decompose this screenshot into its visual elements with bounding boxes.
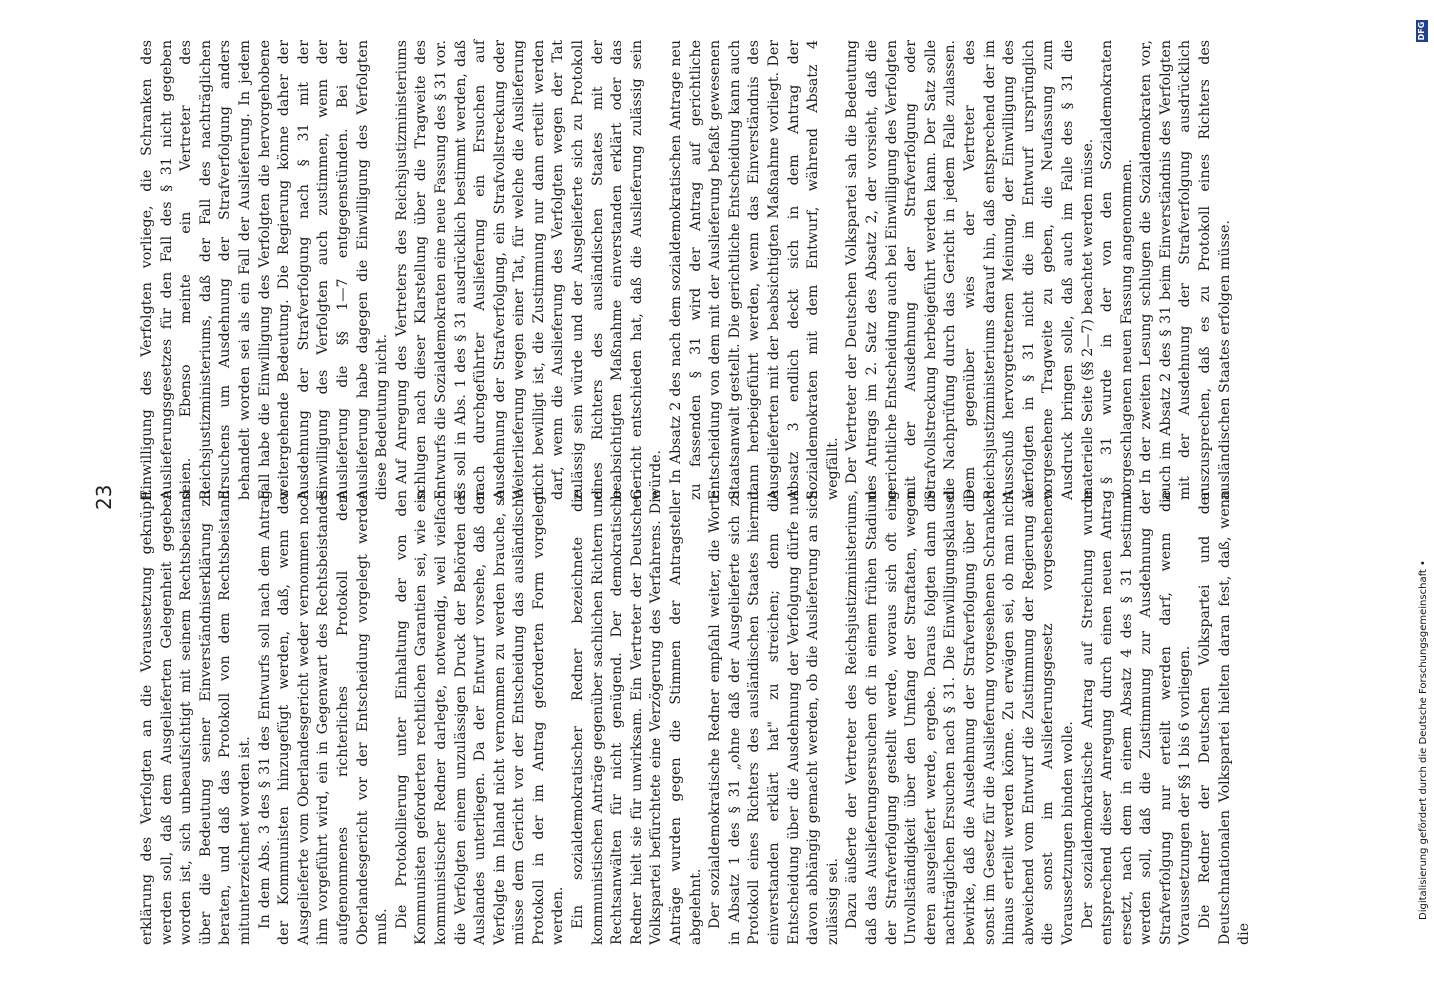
digitization-note: Digitalisierung gefördert durch die Deutsche Forschungsgemeinschaft • [1418, 560, 1429, 920]
paragraph: Der sozialdemokratische Redner empfahl weiter, die Worte in Absatz 1 des § 31 „ohne daß der Ausgelieferte sich zu Protokoll eines Richters des ausländischen Staates hiermit einverstanden erklärt hat" zu streichen; denn die Entscheidung über die Ausdehnung der Verfolgung dürfe nur davon abhängig gemacht werden, ob die Auslieferung an sich zulässig sei. [707, 490, 841, 945]
paragraph: Dazu äußerte der Vertreter des Reichsjustizministeriums, daß das Auslieferungsersuchen oft in einem frühen Stadium der Strafverfolgung gestellt werde, woraus sich oft eine Unvollständigkeit über den Umfang der Straftaten, wegen deren ausgeliefert werde, ergebe. Daraus folgten dann die nachträglichen Ersuchen nach § 31. Die Einwilligungsklausel bewirke, daß die Ausdehnung der Strafverfolgung über die sonst im Gesetz für die Auslieferung vorgesehenen Schranken hinaus erteilt werden könne. Zu erwägen sei, ob man nicht abweichend vom Entwurf die Zustimmung der Regierung an die sonst im Auslieferungsgesetz vorgesehenen Voraussetzungen binden wolle. [844, 490, 1076, 945]
paragraph: Der sozialdemokratische Antrag auf Streichung wurde entsprechend dieser Anregung durch einen neuen Antrag ersetzt, nach dem in einem Absatz 4 des § 31 bestimmt werden soll, daß die Zustimmung zur Ausdehnung der Strafverfolgung nur erteilt werden darf, wenn die Voraussetzungen der §§ 1 bis 6 vorliegen. [1079, 490, 1194, 945]
paragraph: Die Redner der Deutschen Volkspartei und der Deutschnationalen Volkspartei hielten daran fest, daß, wenn die [1197, 490, 1253, 945]
paragraph: In der zweiten Lesung schlugen die Sozialdemokraten vor, auch im Absatz 2 des § 31 beim Einverständnis des Verfolgten mit der Ausdehnung der Strafverfolgung ausdrücklich auszusprechen, daß es zu Protokoll eines Richters des ausländischen Staates erfolgen müsse. [1138, 40, 1233, 500]
paragraph: Der Vertreter der Deutschen Volkspartei sah die Bedeutung des Antrags im 2. Satz des Absatz 2, der vorsieht, daß die gerichtliche Entscheidung auch bei Einwilligung des Verfolgten mit der Ausdehnung der Strafverfolgung oder Strafvollstreckung herbeigeführt werden kann. Der Satz solle die Nachprüfung durch das Gericht in jedem Falle zulassen. Dem gegenüber wies der Vertreter des Reichsjustizministeriums darauf hin, daß entsprechend der im Ausschuß hervorgetretenen Meinung, der Einwilligung des Verfolgten in § 31 nicht die im Entwurf ursprünglich vorgesehene Tragweite zu geben, die Neufassung zum Ausdruck bringen solle, daß auch im Falle des § 31 die materielle Seite (§§ 2—7) beachtet werden müsse. [844, 40, 1096, 500]
paragraph: § 31 wurde in der von den Sozialdemokraten vorgeschlagenen neuen Fassung angenommen. [1099, 40, 1135, 500]
right-text-column [138, 40, 1233, 500]
dfg-logo: DFG [1417, 21, 1426, 41]
paragraph: Auf Anregung des Vertreters des Reichsjustizministeriums schlugen nach dieser Klarstellung über die Tragweite des Entwurfs die Sozialdemokraten eine neue Fassung des § 31 vor. Es soll in Abs. 1 des § 31 ausdrücklich bestimmt werden, daß nach durchgeführter Auslieferung ein Ersuchen auf Ausdehnung der Strafverfolgung, ein Strafvollstreckung oder Weiterlieferung wegen einer Tat, für welche die Auslieferung nicht bewilligt ist, die Zustimmung nur dann erteilt werden darf, wenn die Auslieferung des Verfolgten wegen der Tat zulässig sein würde und der Ausgelieferte sich zu Protokoll eines Richters des ausländischen Staates mit der beabsichtigten Maßnahme einverstanden erklärt oder das Gericht entschieden hat, daß die Auslieferung zulässig sein würde. [393, 40, 665, 500]
paragraph: Einwilligung des Verfolgten vorliege, die Schranken des Auslieferungsgesetzes für den Fall des § 31 nicht gegeben seien. Ebenso meinte ein Vertreter des Reichsjustizministeriums, daß der Fall des nachträglichen Ersuchens um Ausdehnung der Strafverfolgung anders behandelt worden sei als ein Fall der Auslieferung. In jedem Fall habe die Einwilligung des Verfolgten die hervorgehobene weitergehende Bedeutung. Die Regierung könne daher der Ausdehnung der Strafverfolgung nach § 31 mit der Einwilligung des Verfolgten auch zustimmen, wenn der Auslieferung die §§ 1—7 entgegenstünden. Bei der Auslieferung habe dagegen die Einwilligung des Verfolgten diese Bedeutung nicht. [139, 40, 391, 500]
paragraph: Die Protokollierung unter Einhaltung der von den Kommunisten geforderten rechtlichen Garantien sei, wie ein kommunistischer Redner darlegte, notwendig, weil vielfach die Verfolgten einem unzulässigen Druck der Behörden des Auslandes unterliegen. Da der Entwurf vorsehe, daß der Verfolgte im Inland nicht vernommen zu werden brauche, so müsse dem Gericht vor der Entscheidung das ausländische Protokoll in der im Antrag geforderten Form vorgelegt werden. [393, 490, 567, 945]
paragraph: In dem Abs. 3 des § 31 des Entwurfs soll nach dem Antrag der Kommunisten hinzugefügt werden, daß, wenn der Ausgelieferte vom Oberlandesgericht weder vernommen noch ihm vorgeführt wird, ein in Gegenwart des Rechtsbeistandes aufgenommenes richterliches Protokoll dem Oberlandesgericht vor der Entscheidung vorgelegt werden muß. [256, 490, 391, 945]
paragraph: erklärung des Verfolgten an die Voraussetzung geknüpft werden soll, daß dem Ausgelieferten Gelegenheit gegeben worden ist, sich unbeaufsichtigt mit seinem Rechtsbeistand über die Bedeutung seiner Einverständniserklärung zu beraten, und daß das Protokoll von dem Rechtsbeistand mitunterzeichnet worden ist. [139, 490, 253, 945]
paragraph: Ein sozialdemokratischer Redner bezeichnete die kommunistischen Anträge gegenüber sachlichen Richtern und Rechtsanwälten für nicht genügend. Der demokratische Redner hielt sie für unwirksam. Ein Vertreter der Deutschen Volkspartei befürchtete eine Verzögerung des Verfahrens. Die Anträge wurden gegen die Stimmen der Antragsteller abgelehnt. [570, 490, 704, 945]
paragraph: In Absatz 2 des nach dem sozialdemokratischen Antrage neu zu fassenden § 31 wird der Antrag auf gerichtliche Entscheidung von dem mit der Auslieferung befaßt gewesenen Staatsanwalt gestellt. Die gerichtliche Entscheidung kann auch dann herbeigeführt werden, wenn das Einverständnis des Ausgelieferten mit der beabsichtigten Maßnahme vorliegt. Der Absatz 3 endlich deckt sich in dem Antrag der Sozialdemokraten mit dem Entwurf, während Absatz 4 wegfällt. [668, 40, 841, 500]
page-number: 23 [92, 484, 116, 510]
left-text-column [138, 490, 1253, 945]
